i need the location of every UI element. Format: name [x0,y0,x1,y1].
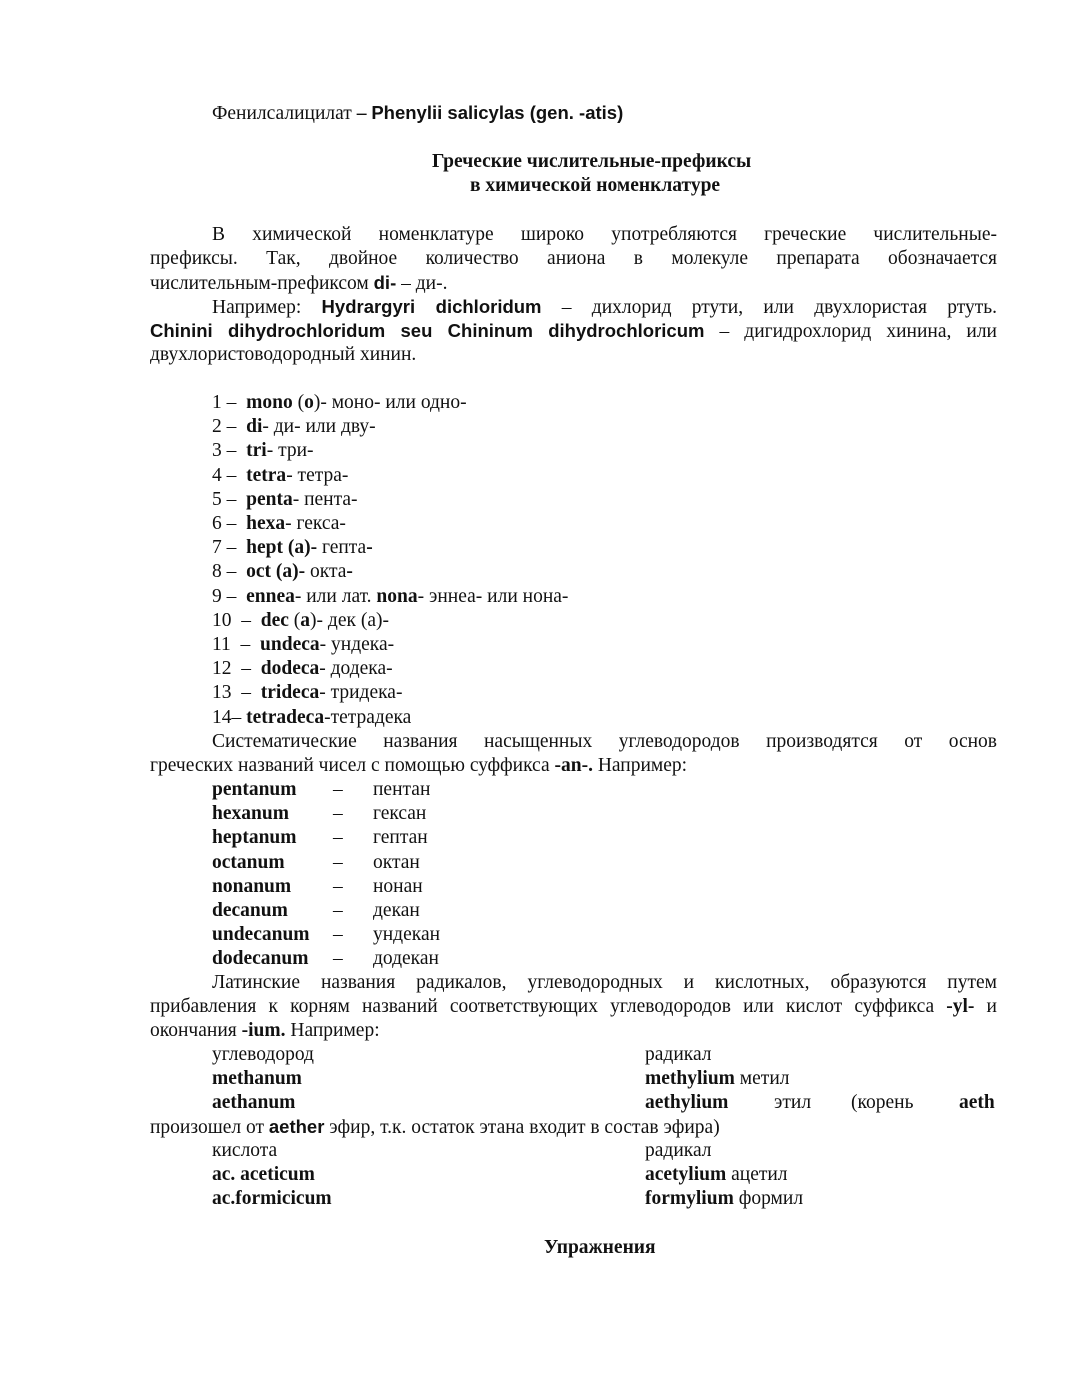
prefix-rest-b: - [366,537,373,559]
example-latin-2: Chinini dihydrochloridum seu Chininum dihydrochloricum [150,320,705,341]
example-text-1: – дихлорид ртути, или двухлористая ртуть. [541,297,997,318]
prefix-rest-a: ( [292,392,305,413]
example-label: Например: [212,297,322,318]
alkane-dash: – [333,851,343,873]
exercises-title: Упражнения [544,1237,656,1258]
radicals-header-right: радикал [645,1044,712,1065]
radical-formylium [645,1187,803,1211]
prefix-sep: – [221,488,247,510]
hydrocarbon-methanum: methanum [212,1068,302,1089]
prefix-item [212,512,346,536]
radical-ru: ацетил [726,1164,788,1185]
prefix-rest-a: - ди- или дву- [262,416,376,438]
alkane-russian: октан [373,851,420,873]
radicals-text: прибавления к корням названий соответствующих углеводородов или кислот суффикса [150,996,947,1017]
hydrocarbon-aethanum: aethanum [212,1092,296,1113]
radical-latin: acetylium [645,1164,727,1185]
prefix-lat: mono [246,392,293,413]
prefix-sep: – [230,634,261,655]
prefix-sep: – [221,440,247,462]
radicals-text-example: Например: [285,1020,380,1041]
prefix-num: 2 [212,416,222,438]
alkane-dash: – [333,779,343,800]
alkane-russian: пентан [373,779,431,800]
example-text-2: – дигидрохлорид хинина, или [704,321,997,342]
alkane-russian: нонан [373,875,423,897]
prefix-num: 7 [212,537,222,559]
prefix-sep: – [231,658,261,680]
prefix-rest-b: - [346,561,353,583]
prefix-lat: tetra [246,464,287,486]
root-note-aether: aether [268,1116,325,1137]
systematic-line1: Систематические названия насыщенных углеводородов производятся от основ [212,731,997,752]
alkane-dash: – [333,948,343,970]
alkane-dash: – [333,803,343,825]
suffix-yl: -yl- [946,996,975,1017]
prefix-lat: ennea [246,585,295,607]
prefix-lat: hexa [246,513,286,534]
prefix-item [212,585,568,609]
prefix-item [212,464,348,488]
example-line2 [150,319,997,344]
prefix-sep: – [221,561,247,583]
prefix-lat: trideca [260,682,320,704]
root-aeth: aeth [959,1092,995,1113]
radicals-line2 [150,995,997,1019]
prefix-rest-a: - пента- [292,488,358,510]
acid-header-left: кислота [212,1140,278,1161]
alkane-dash: – [333,875,343,897]
prefix-rest-a: - тетра- [286,464,349,486]
root-note-text: произошел от [150,1117,269,1138]
prefix-lat: tetradeca [246,706,325,728]
prefix-lat: tri [246,440,267,462]
intro-line2: префиксы. Так, двойное количество аниона в молекуле препарата обозначается [150,248,997,269]
prefix-sep: – [221,416,247,438]
example-line3: двухлористоводородный хинин. [150,344,417,365]
systematic-text-end: Например: [592,755,688,776]
prefix-num: 10 [212,609,232,631]
alkane-dash: – [333,900,343,921]
prefix-sep: – [231,682,261,704]
prefix-item [212,681,402,705]
prefix-lat: oct (a)- [246,561,306,583]
suffix-an: -an-. [554,755,593,776]
prefix-item [212,706,411,730]
prefix-num: 14 [212,706,232,728]
root-note [150,1115,720,1140]
prefix-sep: – [221,537,247,559]
alkane-latin: dodecanum [212,948,309,970]
radical-methylium [645,1067,789,1091]
radicals-line1: Латинские названия радикалов, углеводородных и кислотных, образуются путем [212,972,997,993]
intro-text: числительным-префиксом [150,273,374,294]
prefix-sep: – [231,609,261,631]
radical-ru: формил [733,1188,804,1209]
alkane-latin: nonanum [212,875,292,897]
prefix-item [212,560,353,584]
prefix-item [212,609,389,633]
prefix-num: 11 [212,634,231,655]
prefix-rest-a: -тетрадека [324,706,412,728]
prefix-lat: dec [260,609,289,631]
prefix-rest-a: - гекса- [285,513,346,534]
prefix-num: 4 [212,464,222,486]
alkane-latin: undecanum [212,924,310,946]
prefix-rest-c: - эннеа- или нона- [417,585,569,607]
radical-latin: methylium [645,1068,735,1089]
radicals-text-ending: окончания [150,1020,242,1041]
top-line-ru: Фенилсалицилат [212,103,352,124]
systematic-text: греческих названий чисел с помощью суффикса [150,755,555,776]
prefix-rest-c: )- дек (а)- [310,609,389,631]
prefix-num: 1 [212,392,222,413]
prefix-item [212,633,394,657]
prefix-sep: – [221,585,247,607]
alkane-latin: decanum [212,900,288,921]
radical-aethylium: aethylium [645,1092,729,1113]
prefix-num: 8 [212,561,222,583]
example-line1 [212,295,997,320]
prefix-rest-a: - три- [266,440,314,462]
prefix-sep: – [221,464,247,486]
prefix-lat: penta [246,488,293,510]
prefix-rest-a: - ундека- [319,634,395,655]
top-line-latin: Phenylii salicylas (gen. -atis) [371,102,624,123]
radicals-line3 [150,1019,380,1043]
intro-prefix-di: di- [373,272,397,293]
prefix-sep: – [221,513,247,534]
alkane-dash: – [333,827,343,849]
radicals-text-and: и [974,996,997,1017]
alkane-latin: hexanum [212,803,289,825]
radicals-header-left: углеводород [212,1044,314,1065]
alkane-russian: гептан [373,827,428,849]
acid-header-right: радикал [645,1140,712,1161]
prefix-rest-a: гепта [317,537,367,559]
prefix-rest-a: - додека- [319,658,393,680]
prefix-sep: – [221,392,247,413]
alkane-russian: додекан [373,948,439,970]
example-latin-1: Hydrargyri dichloridum [321,296,542,317]
prefix-item [212,488,358,512]
section-title-line2: в химической номенклатуре [470,175,721,196]
radical-aethylium-ru: этил [774,1092,812,1113]
systematic-line2 [150,754,687,778]
prefix-item [212,536,373,560]
prefix-num: 6 [212,513,222,534]
prefix-item [212,391,467,415]
prefix-num: 9 [212,585,222,607]
root-note-open: (корень [851,1092,914,1113]
prefix-lat: di [246,416,263,438]
acid-formicicum: ac.formicicum [212,1188,332,1209]
prefix-rest-a: окта [305,561,347,583]
suffix-ium: -ium. [241,1020,286,1041]
alkane-latin: pentanum [212,779,297,800]
prefix-num: 13 [212,682,232,704]
top-line-dash: – [351,103,372,124]
acid-aceticum: ac. aceticum [212,1164,315,1185]
prefix-lat: undeca [260,634,320,655]
intro-line3 [150,271,447,296]
section-title-line1: Греческие числительные-префиксы [432,151,752,172]
intro-text-end: – ди-. [396,273,448,294]
top-line [212,101,623,126]
prefix-rest-a: ( [288,609,301,631]
alkane-latin: octanum [212,851,285,873]
alkane-dash: – [333,924,343,946]
alkane-latin: heptanum [212,827,297,849]
prefix-sep: – [231,706,247,728]
prefix-rest-c: )- моно- или одно- [313,392,467,413]
prefix-num: 12 [212,658,232,680]
prefix-rest-b: o [304,392,314,413]
radical-acetylium [645,1163,788,1187]
prefix-item [212,439,314,463]
prefix-rest-b: nona [376,585,418,607]
prefix-num: 3 [212,440,222,462]
alkane-russian: гексан [373,803,427,825]
intro-line1: В химической номенклатуре широко употребляются греческие числительные- [212,224,997,245]
prefix-num: 5 [212,488,222,510]
prefix-item [212,657,393,681]
radical-latin: formylium [645,1188,734,1209]
prefix-item [212,415,376,439]
prefix-lat: dodeca [260,658,320,680]
prefix-rest-a: - или лат. [294,585,377,607]
prefix-lat: hept (a)- [246,537,318,559]
alkane-russian: ундекан [373,924,441,946]
prefix-rest-b: a [300,609,311,631]
prefix-rest-a: - тридека- [319,682,403,704]
root-note-text-end: эфир, т.к. остаток этана входит в состав эфира) [324,1117,720,1138]
radical-ru: метил [734,1068,790,1089]
alkane-russian: декан [373,900,420,921]
